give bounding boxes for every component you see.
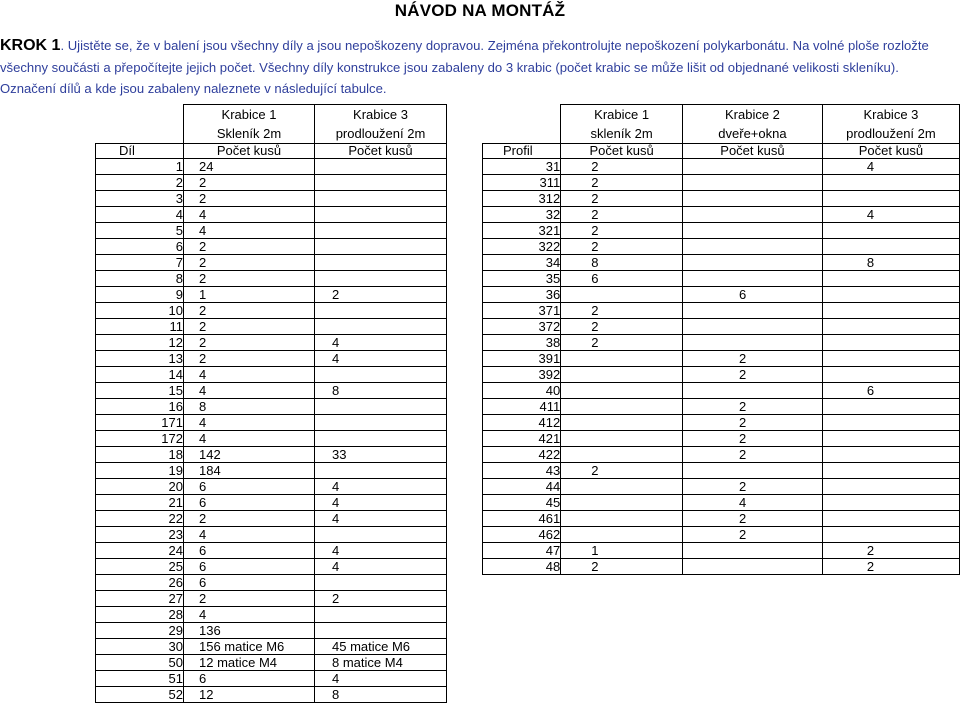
part-id-cell: 421: [483, 431, 561, 447]
quantity-cell: [561, 351, 683, 367]
quantity-cell: 2: [561, 159, 683, 175]
quantity-cell: [561, 511, 683, 527]
table-row: [483, 447, 960, 463]
table-row: [483, 223, 960, 239]
part-id-cell: 411: [483, 399, 561, 415]
quantity-cell: [315, 175, 447, 191]
header-row: [483, 124, 960, 144]
quantity-cell: 4: [184, 367, 315, 383]
quantity-cell: [822, 271, 959, 287]
table-row: [96, 511, 447, 527]
part-id-cell: 48: [483, 559, 561, 575]
quantity-cell: [822, 335, 959, 351]
table-row: [96, 479, 447, 495]
part-id-cell: 52: [96, 687, 184, 703]
quantity-cell: 4: [315, 479, 447, 495]
parts-table: [95, 104, 447, 703]
part-id-cell: 391: [483, 351, 561, 367]
table-row: [96, 495, 447, 511]
part-id-cell: 171: [96, 415, 184, 431]
part-id-cell: 38: [483, 335, 561, 351]
quantity-cell: [683, 271, 823, 287]
quantity-cell: 2: [184, 591, 315, 607]
part-id-cell: 29: [96, 623, 184, 639]
quantity-cell: [822, 479, 959, 495]
quantity-cell: [561, 495, 683, 511]
header-cell: Profil: [483, 144, 561, 159]
quantity-cell: [315, 623, 447, 639]
quantity-cell: 4: [315, 559, 447, 575]
quantity-cell: 2: [822, 559, 959, 575]
quantity-cell: [561, 479, 683, 495]
quantity-cell: [315, 159, 447, 175]
quantity-cell: [822, 319, 959, 335]
quantity-cell: 2: [184, 175, 315, 191]
quantity-cell: [683, 543, 823, 559]
intro-paragraph: [0, 35, 958, 100]
quantity-cell: [315, 191, 447, 207]
quantity-cell: [315, 527, 447, 543]
quantity-cell: [822, 415, 959, 431]
header-cell: Skleník 2m: [184, 124, 315, 144]
step-label: KROK 1: [0, 37, 61, 54]
header-cell: Krabice 2: [683, 105, 823, 125]
header-cell: [96, 105, 184, 125]
quantity-cell: [822, 191, 959, 207]
quantity-cell: 4: [315, 351, 447, 367]
quantity-cell: [683, 159, 823, 175]
header-cell: prodloužení 2m: [822, 124, 959, 144]
quantity-cell: 2: [184, 271, 315, 287]
table-row: [483, 463, 960, 479]
header-cell: Krabice 3: [822, 105, 959, 125]
quantity-cell: 6: [822, 383, 959, 399]
table-row: [483, 527, 960, 543]
quantity-cell: [822, 287, 959, 303]
quantity-cell: 6: [184, 559, 315, 575]
quantity-cell: [561, 383, 683, 399]
quantity-cell: [683, 559, 823, 575]
header-cell: Počet kusů: [822, 144, 959, 159]
profiles-table: [482, 104, 960, 575]
part-id-cell: 8: [96, 271, 184, 287]
part-id-cell: 51: [96, 671, 184, 687]
quantity-cell: 2: [561, 191, 683, 207]
quantity-cell: 4: [184, 415, 315, 431]
part-id-cell: 45: [483, 495, 561, 511]
part-id-cell: 25: [96, 559, 184, 575]
quantity-cell: 2: [822, 543, 959, 559]
quantity-cell: [683, 239, 823, 255]
table-row: [96, 223, 447, 239]
quantity-cell: 8: [561, 255, 683, 271]
quantity-cell: [683, 175, 823, 191]
quantity-cell: [822, 223, 959, 239]
quantity-cell: 2: [184, 351, 315, 367]
part-id-cell: 15: [96, 383, 184, 399]
table-row: [96, 255, 447, 271]
table-row: [96, 639, 447, 655]
quantity-cell: [561, 527, 683, 543]
part-id-cell: 1: [96, 159, 184, 175]
quantity-cell: [683, 191, 823, 207]
quantity-cell: 142: [184, 447, 315, 463]
quantity-cell: 6: [184, 543, 315, 559]
quantity-cell: 2: [184, 319, 315, 335]
part-id-cell: 26: [96, 575, 184, 591]
table-row: [96, 527, 447, 543]
quantity-cell: [822, 175, 959, 191]
quantity-cell: 2: [561, 463, 683, 479]
quantity-cell: [315, 239, 447, 255]
part-id-cell: 19: [96, 463, 184, 479]
quantity-cell: 136: [184, 623, 315, 639]
table-row: [96, 463, 447, 479]
quantity-cell: 6: [683, 287, 823, 303]
quantity-cell: 6: [184, 671, 315, 687]
table-row: [483, 239, 960, 255]
table-row: [96, 159, 447, 175]
table-row: [483, 207, 960, 223]
quantity-cell: [561, 367, 683, 383]
part-id-cell: 23: [96, 527, 184, 543]
quantity-cell: 8: [184, 399, 315, 415]
table-row: [483, 335, 960, 351]
quantity-cell: 2: [683, 479, 823, 495]
part-id-cell: 461: [483, 511, 561, 527]
part-id-cell: 18: [96, 447, 184, 463]
quantity-cell: 4: [184, 431, 315, 447]
quantity-cell: 2: [683, 351, 823, 367]
part-id-cell: 40: [483, 383, 561, 399]
table-row: [96, 191, 447, 207]
table-row: [96, 175, 447, 191]
table-row: [96, 543, 447, 559]
header-row: [96, 105, 447, 125]
quantity-cell: [561, 415, 683, 431]
part-id-cell: 31: [483, 159, 561, 175]
header-cell: Počet kusů: [315, 144, 447, 159]
quantity-cell: 2: [683, 415, 823, 431]
part-id-cell: 372: [483, 319, 561, 335]
table-row: [96, 559, 447, 575]
part-id-cell: 27: [96, 591, 184, 607]
quantity-cell: 4: [184, 383, 315, 399]
quantity-cell: 4: [822, 159, 959, 175]
part-id-cell: 4: [96, 207, 184, 223]
part-id-cell: 6: [96, 239, 184, 255]
quantity-cell: [315, 575, 447, 591]
table-row: [483, 383, 960, 399]
table-row: [483, 319, 960, 335]
quantity-cell: 4: [184, 207, 315, 223]
header-cell: Počet kusů: [561, 144, 683, 159]
quantity-cell: [561, 287, 683, 303]
quantity-cell: [822, 239, 959, 255]
table-row: [483, 495, 960, 511]
intro-text: . Ujistěte se, že v balení jsou všechny díly a jsou nepoškozeny dopravou. Zejména překontrolujte nepoškození polykarbonátu. Na volné ploše rozložte všechny součásti a přepočítejte jejich počet. Všechny díly konstrukce jsou zabaleny do 3 krabic (počet krabic se může lišit od objednané velikosti skleníku). Označení dílů a kde jsou zabaleny naleznete v následující tabulce.: [0, 38, 929, 96]
table-row: [483, 255, 960, 271]
table-row: [96, 319, 447, 335]
quantity-cell: [683, 383, 823, 399]
quantity-cell: 6: [561, 271, 683, 287]
part-id-cell: 35: [483, 271, 561, 287]
header-row: [483, 105, 960, 125]
quantity-cell: [822, 367, 959, 383]
quantity-cell: 4: [315, 671, 447, 687]
quantity-cell: 2: [683, 431, 823, 447]
quantity-cell: 184: [184, 463, 315, 479]
quantity-cell: 4: [184, 607, 315, 623]
quantity-cell: 6: [184, 575, 315, 591]
part-id-cell: 21: [96, 495, 184, 511]
quantity-cell: 4: [683, 495, 823, 511]
quantity-cell: 2: [315, 287, 447, 303]
header-cell: Krabice 1: [184, 105, 315, 125]
table-row: [483, 191, 960, 207]
table-row: [96, 399, 447, 415]
header-cell: dveře+okna: [683, 124, 823, 144]
part-id-cell: 16: [96, 399, 184, 415]
quantity-cell: [315, 223, 447, 239]
quantity-cell: 4: [822, 207, 959, 223]
quantity-cell: [315, 319, 447, 335]
table-row: [96, 447, 447, 463]
quantity-cell: 1: [184, 287, 315, 303]
quantity-cell: [315, 463, 447, 479]
part-id-cell: 312: [483, 191, 561, 207]
header-cell: [483, 105, 561, 125]
quantity-cell: 2: [561, 303, 683, 319]
quantity-cell: 2: [184, 239, 315, 255]
quantity-cell: [315, 399, 447, 415]
quantity-cell: [683, 223, 823, 239]
quantity-cell: 33: [315, 447, 447, 463]
quantity-cell: [683, 207, 823, 223]
quantity-cell: 4: [315, 543, 447, 559]
quantity-cell: 4: [184, 527, 315, 543]
page-title: NÁVOD NA MONTÁŽ: [394, 1, 566, 20]
table-row: [483, 367, 960, 383]
table-row: [96, 383, 447, 399]
quantity-cell: 2: [561, 175, 683, 191]
header-cell: Počet kusů: [683, 144, 823, 159]
table-row: [96, 655, 447, 671]
header-row: [96, 124, 447, 144]
quantity-cell: [561, 431, 683, 447]
quantity-cell: 2: [561, 223, 683, 239]
quantity-cell: 2: [561, 239, 683, 255]
quantity-cell: [315, 255, 447, 271]
quantity-cell: 2: [184, 191, 315, 207]
quantity-cell: [822, 303, 959, 319]
part-id-cell: 392: [483, 367, 561, 383]
part-id-cell: 34: [483, 255, 561, 271]
quantity-cell: [561, 399, 683, 415]
part-id-cell: 43: [483, 463, 561, 479]
quantity-cell: 8: [315, 687, 447, 703]
quantity-cell: [822, 495, 959, 511]
table-row: [483, 287, 960, 303]
table-row: [483, 543, 960, 559]
part-id-cell: 50: [96, 655, 184, 671]
quantity-cell: [315, 607, 447, 623]
quantity-cell: [561, 447, 683, 463]
quantity-cell: 8: [315, 383, 447, 399]
quantity-cell: 8: [822, 255, 959, 271]
quantity-cell: 12: [184, 687, 315, 703]
part-id-cell: 12: [96, 335, 184, 351]
table-row: [96, 623, 447, 639]
table-row: [483, 431, 960, 447]
table-row: [96, 239, 447, 255]
part-id-cell: 322: [483, 239, 561, 255]
quantity-cell: 1: [561, 543, 683, 559]
part-id-cell: 412: [483, 415, 561, 431]
quantity-cell: [822, 463, 959, 479]
part-id-cell: 9: [96, 287, 184, 303]
table-row: [483, 303, 960, 319]
table-row: [483, 399, 960, 415]
part-id-cell: 20: [96, 479, 184, 495]
quantity-cell: [315, 415, 447, 431]
quantity-cell: 2: [683, 447, 823, 463]
table-row: [483, 511, 960, 527]
quantity-cell: [822, 511, 959, 527]
part-id-cell: 28: [96, 607, 184, 623]
table-row: [483, 415, 960, 431]
quantity-cell: [822, 447, 959, 463]
header-cell: prodloužení 2m: [315, 124, 447, 144]
table-row: [96, 303, 447, 319]
quantity-cell: [683, 255, 823, 271]
table-row: [96, 591, 447, 607]
header-cell: Počet kusů: [184, 144, 315, 159]
quantity-cell: [822, 431, 959, 447]
table-row: [483, 559, 960, 575]
header-row: [483, 144, 960, 159]
quantity-cell: 2: [683, 527, 823, 543]
part-id-cell: 311: [483, 175, 561, 191]
header-cell: skleník 2m: [561, 124, 683, 144]
part-id-cell: 36: [483, 287, 561, 303]
quantity-cell: 156 matice M6: [184, 639, 315, 655]
part-id-cell: 5: [96, 223, 184, 239]
part-id-cell: 44: [483, 479, 561, 495]
quantity-cell: 2: [315, 591, 447, 607]
quantity-cell: 2: [561, 335, 683, 351]
part-id-cell: 24: [96, 543, 184, 559]
quantity-cell: 2: [683, 511, 823, 527]
quantity-cell: 2: [561, 319, 683, 335]
quantity-cell: 12 matice M4: [184, 655, 315, 671]
header-cell: Krabice 3: [315, 105, 447, 125]
quantity-cell: [822, 399, 959, 415]
quantity-cell: 2: [184, 335, 315, 351]
part-id-cell: 30: [96, 639, 184, 655]
part-id-cell: 172: [96, 431, 184, 447]
quantity-cell: 2: [683, 399, 823, 415]
table-row: [483, 271, 960, 287]
table-row: [483, 351, 960, 367]
quantity-cell: 2: [561, 207, 683, 223]
table-row: [96, 415, 447, 431]
table-row: [483, 175, 960, 191]
header-cell: [96, 124, 184, 144]
table-row: [96, 367, 447, 383]
quantity-cell: [315, 207, 447, 223]
header-row: [96, 144, 447, 159]
table-row: [483, 159, 960, 175]
part-id-cell: 422: [483, 447, 561, 463]
part-id-cell: 22: [96, 511, 184, 527]
table-row: [483, 479, 960, 495]
part-id-cell: 47: [483, 543, 561, 559]
quantity-cell: 45 matice M6: [315, 639, 447, 655]
quantity-cell: 6: [184, 495, 315, 511]
quantity-cell: [822, 351, 959, 367]
part-id-cell: 321: [483, 223, 561, 239]
table-row: [96, 287, 447, 303]
quantity-cell: [683, 303, 823, 319]
quantity-cell: 8 matice M4: [315, 655, 447, 671]
quantity-cell: 2: [561, 559, 683, 575]
part-id-cell: 371: [483, 303, 561, 319]
quantity-cell: 4: [184, 223, 315, 239]
part-id-cell: 3: [96, 191, 184, 207]
header-cell: [483, 124, 561, 144]
table-row: [96, 607, 447, 623]
quantity-cell: 2: [184, 303, 315, 319]
table-row: [96, 335, 447, 351]
part-id-cell: 13: [96, 351, 184, 367]
quantity-cell: 24: [184, 159, 315, 175]
quantity-cell: [683, 335, 823, 351]
table-row: [96, 687, 447, 703]
quantity-cell: [315, 367, 447, 383]
header-cell: Krabice 1: [561, 105, 683, 125]
quantity-cell: 2: [683, 367, 823, 383]
quantity-cell: [315, 271, 447, 287]
header-cell: Díl: [96, 144, 184, 159]
part-id-cell: 11: [96, 319, 184, 335]
quantity-cell: 2: [184, 511, 315, 527]
table-row: [96, 271, 447, 287]
quantity-cell: 4: [315, 511, 447, 527]
quantity-cell: [315, 431, 447, 447]
part-id-cell: 14: [96, 367, 184, 383]
part-id-cell: 2: [96, 175, 184, 191]
quantity-cell: 4: [315, 335, 447, 351]
part-id-cell: 462: [483, 527, 561, 543]
part-id-cell: 7: [96, 255, 184, 271]
table-row: [96, 351, 447, 367]
quantity-cell: [315, 303, 447, 319]
table-row: [96, 575, 447, 591]
table-row: [96, 207, 447, 223]
table-row: [96, 431, 447, 447]
quantity-cell: 6: [184, 479, 315, 495]
quantity-cell: [683, 319, 823, 335]
part-id-cell: 10: [96, 303, 184, 319]
quantity-cell: 4: [315, 495, 447, 511]
quantity-cell: 2: [184, 255, 315, 271]
quantity-cell: [822, 527, 959, 543]
part-id-cell: 32: [483, 207, 561, 223]
quantity-cell: [683, 463, 823, 479]
